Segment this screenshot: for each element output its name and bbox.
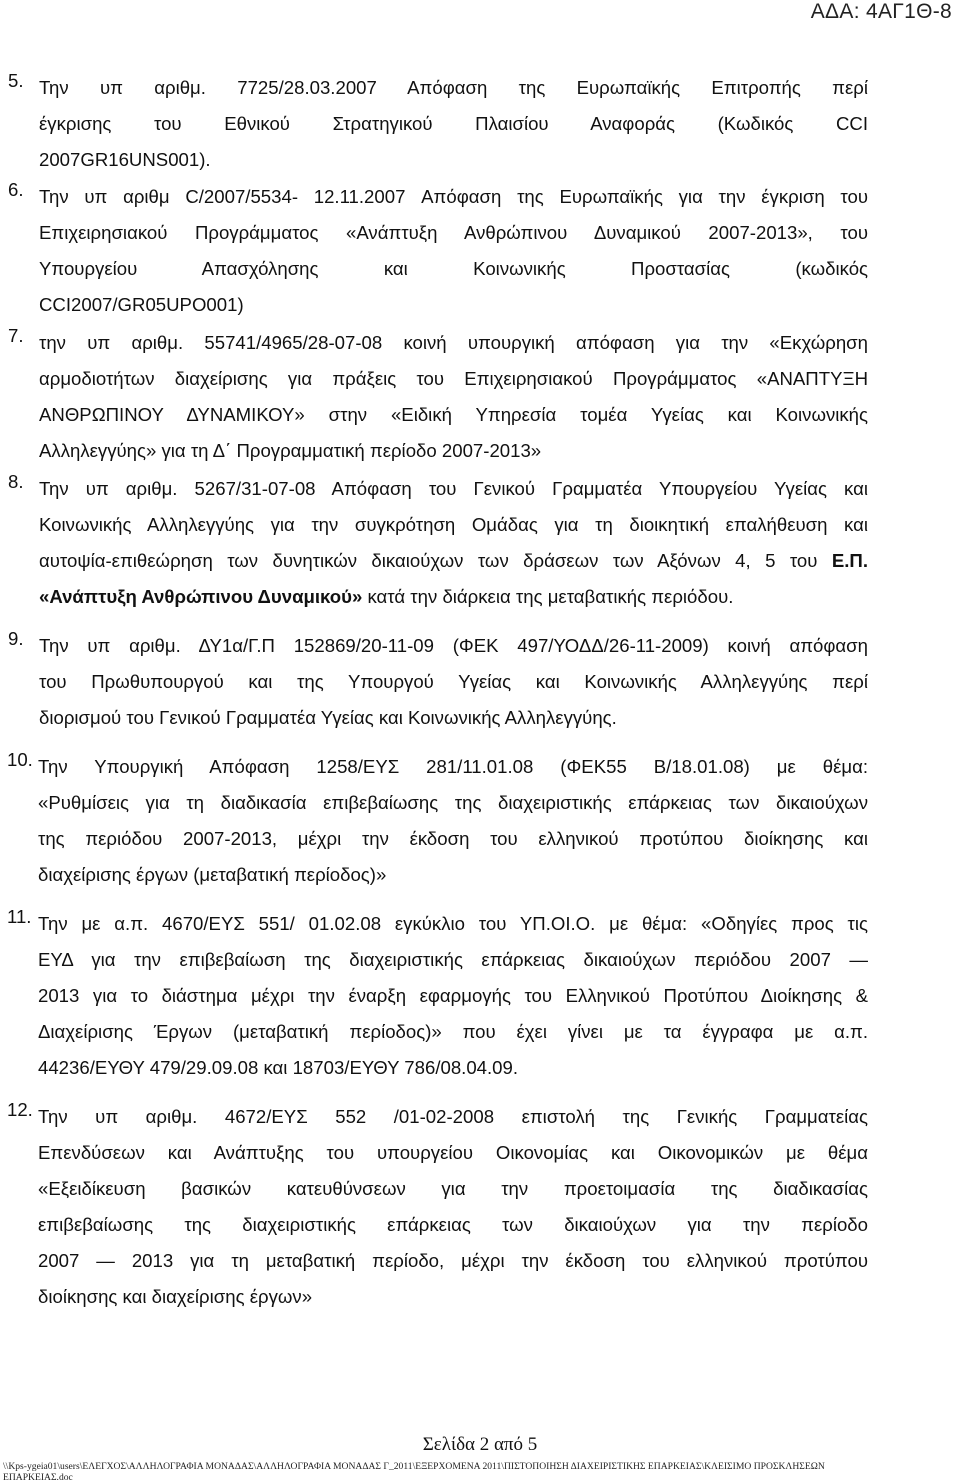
text-line: διαχείρισης έργων (μεταβατική περίοδος)» bbox=[38, 864, 387, 885]
text-line: Την υπ αριθμ. 7725/28.03.2007 Απόφαση της Ευρωπαϊκής Επιτροπής περί bbox=[39, 77, 868, 98]
bold-title: «Ανάπτυξη Ανθρώπινου Δυναμικού» bbox=[39, 586, 363, 607]
text-line: Την υπ αριθμ C/2007/5534- 12.11.2007 Απόφαση της Ευρωπαϊκής για την έγκριση του bbox=[39, 186, 868, 207]
bold-abbrev: Ε.Π. bbox=[831, 550, 868, 571]
text-line: Επενδύσεων και Ανάπτυξης του υπουργείου Οικονομίας και Οικονομικών με θέμα bbox=[38, 1142, 868, 1163]
text-line: Την με α.π. 4670/ΕΥΣ 551/ 01.02.08 εγκύκλιο του ΥΠ.ΟΙ.Ο. με θέμα: «Οδηγίες προς τις bbox=[38, 913, 868, 934]
list-item-9 bbox=[8, 628, 868, 736]
text-line: του Πρωθυπουργού και της Υπουργού Υγείας και Κοινωνικής Αλληλεγγύης περί bbox=[39, 671, 868, 692]
text-line: Αλληλεγγύης» για τη Δ΄ Προγραμματική περίοδο 2007-2013» bbox=[39, 440, 542, 461]
item-text bbox=[38, 1099, 868, 1315]
document-body bbox=[8, 70, 868, 1315]
text-line: ΕΥΔ για την επιβεβαίωση της διαχειριστικής επάρκειας δικαιούχων περιόδου 2007 — bbox=[38, 949, 868, 970]
text-line: Την υπ αριθμ. 4672/ΕΥΣ 552 /01-02-2008 επιστολή της Γενικής Γραμματείας bbox=[38, 1106, 868, 1127]
list-item-8 bbox=[8, 471, 868, 615]
text-line: διοίκησης και διαχείρισης έργων» bbox=[38, 1286, 313, 1307]
item-number: 12. bbox=[7, 1099, 33, 1120]
list-item-12 bbox=[8, 1099, 868, 1315]
item-number: 11. bbox=[7, 906, 32, 927]
text-line: την υπ αριθμ. 55741/4965/28-07-08 κοινή υπουργική απόφαση για την «Εκχώρηση bbox=[39, 332, 868, 353]
file-path-line: ΕΠΑΡΚΕΙΑΣ.doc bbox=[3, 1472, 73, 1483]
item-text bbox=[38, 749, 868, 893]
item-number: 8. bbox=[8, 471, 24, 492]
item-text bbox=[39, 471, 868, 615]
item-text bbox=[39, 325, 868, 469]
item-number: 7. bbox=[8, 325, 24, 346]
list-item-5 bbox=[8, 70, 868, 178]
list-item-10 bbox=[8, 749, 868, 893]
text-line: διορισμού του Γενικού Γραμματέα Υγείας και Κοινωνικής Αλληλεγγύης. bbox=[39, 707, 617, 728]
item-number: 10. bbox=[7, 749, 33, 770]
file-path-line: \\Kps-ygeia01\users\ΕΛΕΓΧΟΣ\ΑΛΛΗΛΟΓΡΑΦΙΑ ΜΟΝΑΔΑΣ\ΑΛΛΗΛΟΓΡΑΦΙΑ ΜΟΝΑΔΑΣ Γ_2011\ΕΞΕΡΧΟΜΕΝΑ 2011\ΠΙΣΤΟΠΟΙΗΣΗ ΔΙΑΧΕΙΡΙΣΤΙΚΗΣ ΕΠΑΡΚΕΙΑΣ\ΚΛΕΙΣΙΜΟ ΠΡΟΣΚΛΗΣΕΩΝ bbox=[3, 1461, 825, 1472]
text-line: 2013 για το διάστημα μέχρι την έναρξη εφαρμογής του Ελληνικού Προτύπου Διοίκησης & bbox=[38, 985, 868, 1006]
list-item-11 bbox=[8, 906, 868, 1086]
item-text bbox=[38, 906, 868, 1086]
text-line: επιβεβαίωσης της διαχειριστικής επάρκειας των δικαιούχων για την περίοδο bbox=[38, 1214, 868, 1235]
text-line: Την υπ αριθμ. ΔΥ1α/Γ.Π 152869/20-11-09 (ΦΕΚ 497/ΥΟΔΔ/26-11-2009) κοινή απόφαση bbox=[39, 635, 868, 656]
item-text bbox=[39, 70, 868, 178]
ada-header: ΑΔΑ: 4ΑΓ1Θ-8 bbox=[810, 0, 952, 23]
text-line: 44236/ΕΥΘΥ 479/29.09.08 και 18703/ΕΥΘΥ 786/08.04.09. bbox=[38, 1057, 519, 1078]
text-line: ΑΝΘΡΩΠΙΝΟΥ ΔΥΝΑΜΙΚΟΥ» στην «Ειδική Υπηρεσία τομέα Υγείας και Κοινωνικής bbox=[39, 404, 868, 425]
item-number: 9. bbox=[8, 628, 24, 649]
text-line: Επιχειρησιακού Προγράμματος «Ανάπτυξη Ανθρώπινου Δυναμικού 2007-2013», του bbox=[39, 222, 868, 243]
text-line: Την Υπουργική Απόφαση 1258/ΕΥΣ 281/11.01.08 (ΦΕΚ55 Β/18.01.08) με θέμα: bbox=[38, 756, 868, 777]
text-line: Κοινωνικής Αλληλεγγύης για την συγκρότηση Ομάδας για τη διοικητική επαλήθευση και bbox=[39, 514, 868, 535]
text-line: αυτοψία-επιθεώρηση των δυνητικών δικαιούχων των δράσεων των Αξόνων 4, 5 του Ε.Π. bbox=[39, 550, 868, 571]
list-item-6 bbox=[8, 179, 868, 323]
page-number: Σελίδα 2 από 5 bbox=[422, 1434, 538, 1455]
list-item-7 bbox=[8, 325, 868, 469]
text-line: Την υπ αριθμ. 5267/31-07-08 Απόφαση του Γενικού Γραμματέα Υπουργείου Υγείας και bbox=[39, 478, 868, 499]
text-line: CCI2007/GR05UPO001) bbox=[39, 294, 244, 315]
text-line: 2007 — 2013 για τη μεταβατική περίοδο, μέχρι την έκδοση του ελληνικού προτύπου bbox=[38, 1250, 868, 1271]
item-number: 5. bbox=[8, 70, 24, 91]
text-line: Υπουργείου Απασχόλησης και Κοινωνικής Προστασίας (κωδικός bbox=[39, 258, 868, 279]
text-line: «Ανάπτυξη Ανθρώπινου Δυναμικού» κατά την διάρκεια της μεταβατικής περιόδου. bbox=[39, 586, 734, 607]
file-path bbox=[3, 1461, 958, 1483]
text-line: της περιόδου 2007-2013, μέχρι την έκδοση του ελληνικού προτύπου διοίκησης και bbox=[38, 828, 868, 849]
text-line: «Ρυθμίσεις για τη διαδικασία επιβεβαίωσης της διαχειριστικής επάρκειας των δικαιούχων bbox=[38, 792, 868, 813]
text-line: έγκρισης του Εθνικού Στρατηγικού Πλαισίου Αναφοράς (Κωδικός CCI bbox=[39, 113, 868, 134]
text-line: «Εξειδίκευση βασικών κατευθύνσεων για την προετοιμασία της διαδικασίας bbox=[38, 1178, 868, 1199]
item-text bbox=[39, 628, 868, 736]
text-line: αρμοδιοτήτων διαχείρισης για πράξεις του Επιχειρησιακού Προγράμματος «ΑΝΑΠΤΥΞΗ bbox=[39, 368, 868, 389]
item-number: 6. bbox=[8, 179, 24, 200]
text-line: 2007GR16UNS001). bbox=[39, 149, 211, 170]
text-line: Διαχείρισης Έργων (μεταβατική περίοδος)» που έχει γίνει με τα έγγραφα με α.π. bbox=[38, 1021, 868, 1042]
item-text bbox=[39, 179, 868, 323]
